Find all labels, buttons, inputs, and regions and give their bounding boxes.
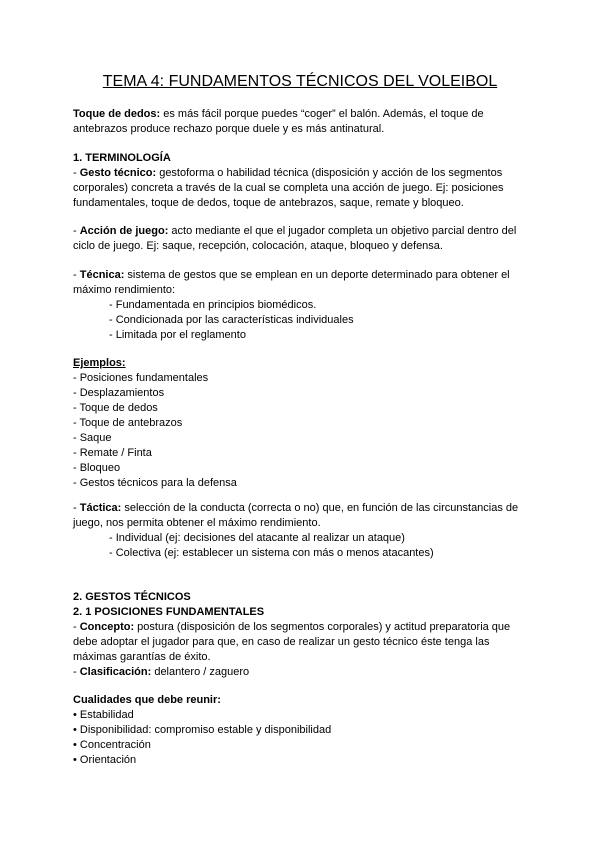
clasificacion-text: delantero / zaguero [151, 666, 250, 678]
clasificacion-label: Clasificación: [79, 666, 152, 678]
section-2-heading: 2. GESTOS TÉCNICOS [73, 591, 191, 603]
list-item: - Saque [73, 432, 112, 444]
list-item: - Toque de dedos [73, 402, 158, 414]
tactica-text: selección de la conducta (correcta o no) que, en función de las circunstancias de juego, nos permita obtener el máximo rendimiento. [73, 502, 519, 529]
intro-label: Toque de dedos: [73, 108, 161, 120]
list-item: - Condicionada por las características individuales [109, 314, 354, 326]
section-1 [73, 151, 528, 211]
tecnica-label: Técnica: [79, 269, 125, 281]
section-2 [73, 590, 528, 680]
list-item: • Concentración [73, 739, 151, 751]
list-item: - Desplazamientos [73, 387, 165, 399]
page-title: TEMA 4: FUNDAMENTOS TÉCNICOS DEL VOLEIBOL [102, 73, 498, 90]
tecnica-text: sistema de gestos que se emplean en un deporte determinado para obtener el máximo rendimiento: [73, 269, 510, 296]
list-item: • Orientación [73, 754, 137, 766]
list-item: - Colectiva (ej: establecer un sistema con más o menos atacantes) [109, 547, 434, 559]
section-1-heading: 1. TERMINOLOGÍA [73, 152, 171, 164]
list-item: - Individual (ej: decisiones del atacante al realizar un ataque) [109, 532, 405, 544]
list-item: - Remate / Finta [73, 447, 152, 459]
concepto-label: Concepto: [79, 621, 135, 633]
gesto-text: gestoforma o habilidad técnica (disposición y acción de los segmentos corporales) concreta a través de la cual se completa una acción de juego. Ej: posiciones fundamentales, toque de dedos, toque de antebrazos, saque, remate y bloqueo. [73, 167, 504, 209]
section-2-1-heading: 2. 1 POSICIONES FUNDAMENTALES [73, 606, 265, 618]
cualidades-heading: Cualidades que debe reunir: [73, 694, 221, 706]
cualidades-block [73, 693, 528, 768]
list-item: - Posiciones fundamentales [73, 372, 209, 384]
list-item: • Disponibilidad: compromiso estable y disponibilidad [73, 724, 332, 736]
list-item: - Gestos técnicos para la defensa [73, 477, 237, 489]
list-item: - Limitada por el reglamento [109, 329, 246, 341]
intro-paragraph [73, 107, 528, 137]
tactica-paragraph: - Táctica: selección de la conducta (correcta o no) que, en función de las circunstancias de juego, nos permita obtener el máximo rendimiento. - Individual (ej: decisiones del atacante al realizar un ataque) - Colectiva (ej: establecer un sistema con más o menos atacantes) [73, 501, 528, 561]
intro-text: es más fácil porque puedes “coger” el balón. Además, el toque de antebrazos produce rechazo porque duele y es más antinatural. [73, 108, 484, 135]
clasificacion-paragraph: - Clasificación: delantero / zaguero [73, 666, 250, 678]
accion-label: Acción de juego: [79, 225, 169, 237]
ejemplos-heading: Ejemplos: [73, 357, 126, 369]
accion-juego-paragraph: - Acción de juego: acto mediante el que el jugador completa un objetivo parcial dentro del ciclo de juego. Ej: saque, recepción, colocación, ataque, bloqueo y defensa. [73, 225, 517, 252]
list-item: • Estabilidad [73, 709, 134, 721]
ejemplos-block [73, 356, 528, 491]
tecnica-paragraph: - Técnica: sistema de gestos que se emplean en un deporte determinado para obtener el máximo rendimiento: - Fundamentada en principios biomédicos. - Condicionada por las características individuales - Limitada por el reglamento [73, 268, 528, 343]
gesto-tecnico-paragraph: - Gesto técnico: gestoforma o habilidad técnica (disposición y acción de los segmentos corporales) concreta a través de la cual se completa una acción de juego. Ej: posiciones fundamentales, toque de dedos, toque de antebrazos, saque, remate y bloqueo. [73, 167, 504, 209]
list-item: - Fundamentada en principios biomédicos. [109, 299, 317, 311]
concepto-paragraph: - Concepto: postura (disposición de los segmentos corporales) y actitud preparatoria que debe adoptar el jugador para que, en caso de realizar un gesto técnico éste tenga las máximas garantías de éxito. [73, 621, 511, 663]
list-item: - Bloqueo [73, 462, 121, 474]
concepto-text: postura (disposición de los segmentos corporales) y actitud preparatoria que debe adoptar el jugador para que, en caso de realizar un gesto técnico éste tenga las máximas garantías de éxito. [73, 621, 511, 663]
gesto-label: Gesto técnico: [79, 167, 157, 179]
tactica-label: Táctica: [79, 502, 122, 514]
accion-text: acto mediante el que el jugador completa un objetivo parcial dentro del ciclo de juego. Ej: saque, recepción, colocación, ataque, bloqueo y defensa. [73, 225, 517, 252]
list-item: - Toque de antebrazos [73, 417, 183, 429]
